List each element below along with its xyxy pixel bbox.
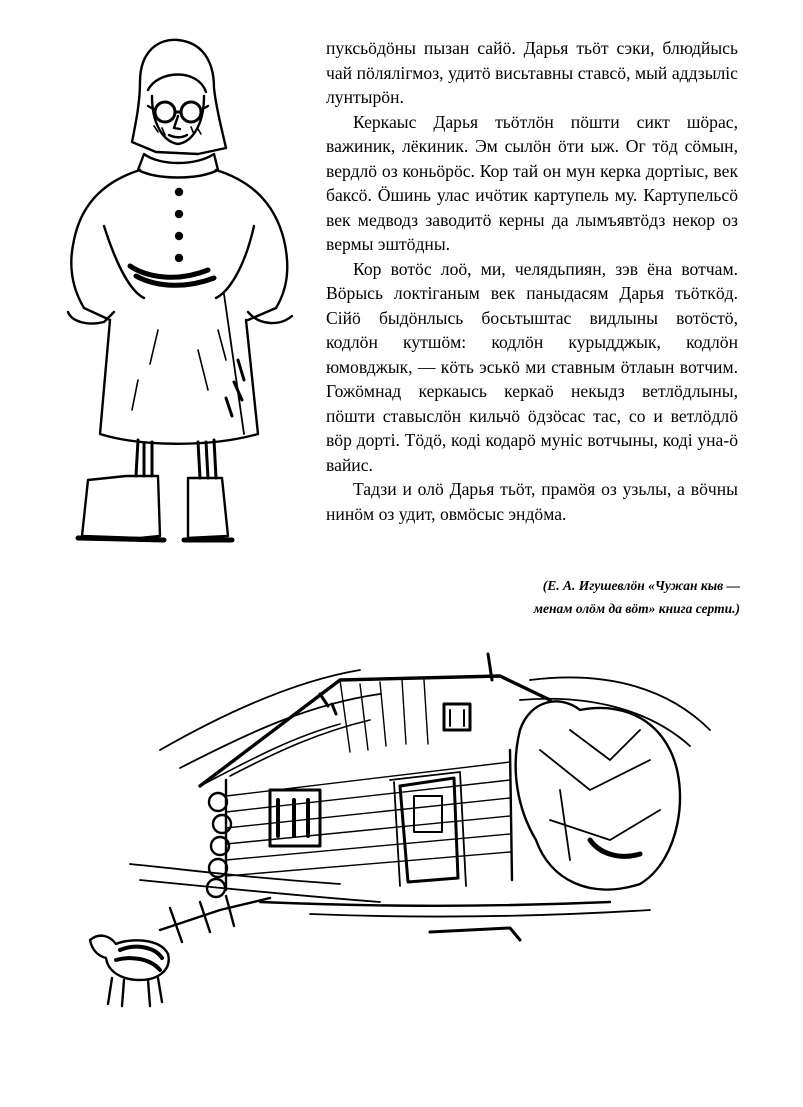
citation-line-1: (Е. А. Игушевлӧн «Чужан кыв — [542, 578, 740, 593]
paragraph-4: Тадзи и олӧ Дарья тьӧт, прамӧя оз узьлы, а вӧчны нинӧм оз удит, овмӧсыс эндӧма. [326, 479, 738, 524]
story-text [326, 36, 738, 526]
paragraph-3: Кор вотӧс лоӧ, ми, челядьпиян, зэв ёна вотчам. Вӧрысь локтiганым век паныдасям Дарья тьӧткӧд. Сiйӧ быдӧнлысь босьтыштас видлыны вотӧстӧ, кодлӧн кутшӧм: кодлӧн курыдджык, кодлӧн юмовджык, — кӧть эськӧ ми ставным ӧтлаын вотчим. Гожӧмнад керкаысь керкаӧ некыдз ветлӧдлыны, пӧшти ставыслӧн кильчӧ ӧдзӧсас тас, со и ветлӧдлӧ вӧр дортi. Тӧдӧ, кодi кодарӧ мунiс вотчыны, кодi уна-ӧ вайис. [326, 258, 738, 475]
village-house-illustration [50, 640, 750, 1020]
source-citation [400, 574, 740, 620]
paragraph-2: Керкаыс Дарья тьӧтлӧн пӧшти сикт шӧрас, важиник, лёкиник. Эм сылӧн ӧти ыж. Ог тӧд сӧмын, вердлӧ оз коньӧрӧс. Кор тай он мун керка дортіыс, век баксӧ. Ӧшинь улас ичӧтик картупель му. Картупельсӧ век медводз заводитӧ керны да лымъявтӧдз некор оз вермы эштӧдны. [326, 111, 738, 254]
paragraph-1: пуксьӧдӧны пызан сайӧ. Дарья тьӧт сэки, блюдйысь чай пӧлялігмоз, удитӧ висьтавны ставсӧ, мый аддзыліс лунтырӧн. [326, 38, 738, 107]
citation-line-2: менам олӧм да вӧт» книга серти.) [533, 601, 740, 616]
old-woman-illustration [48, 30, 306, 550]
